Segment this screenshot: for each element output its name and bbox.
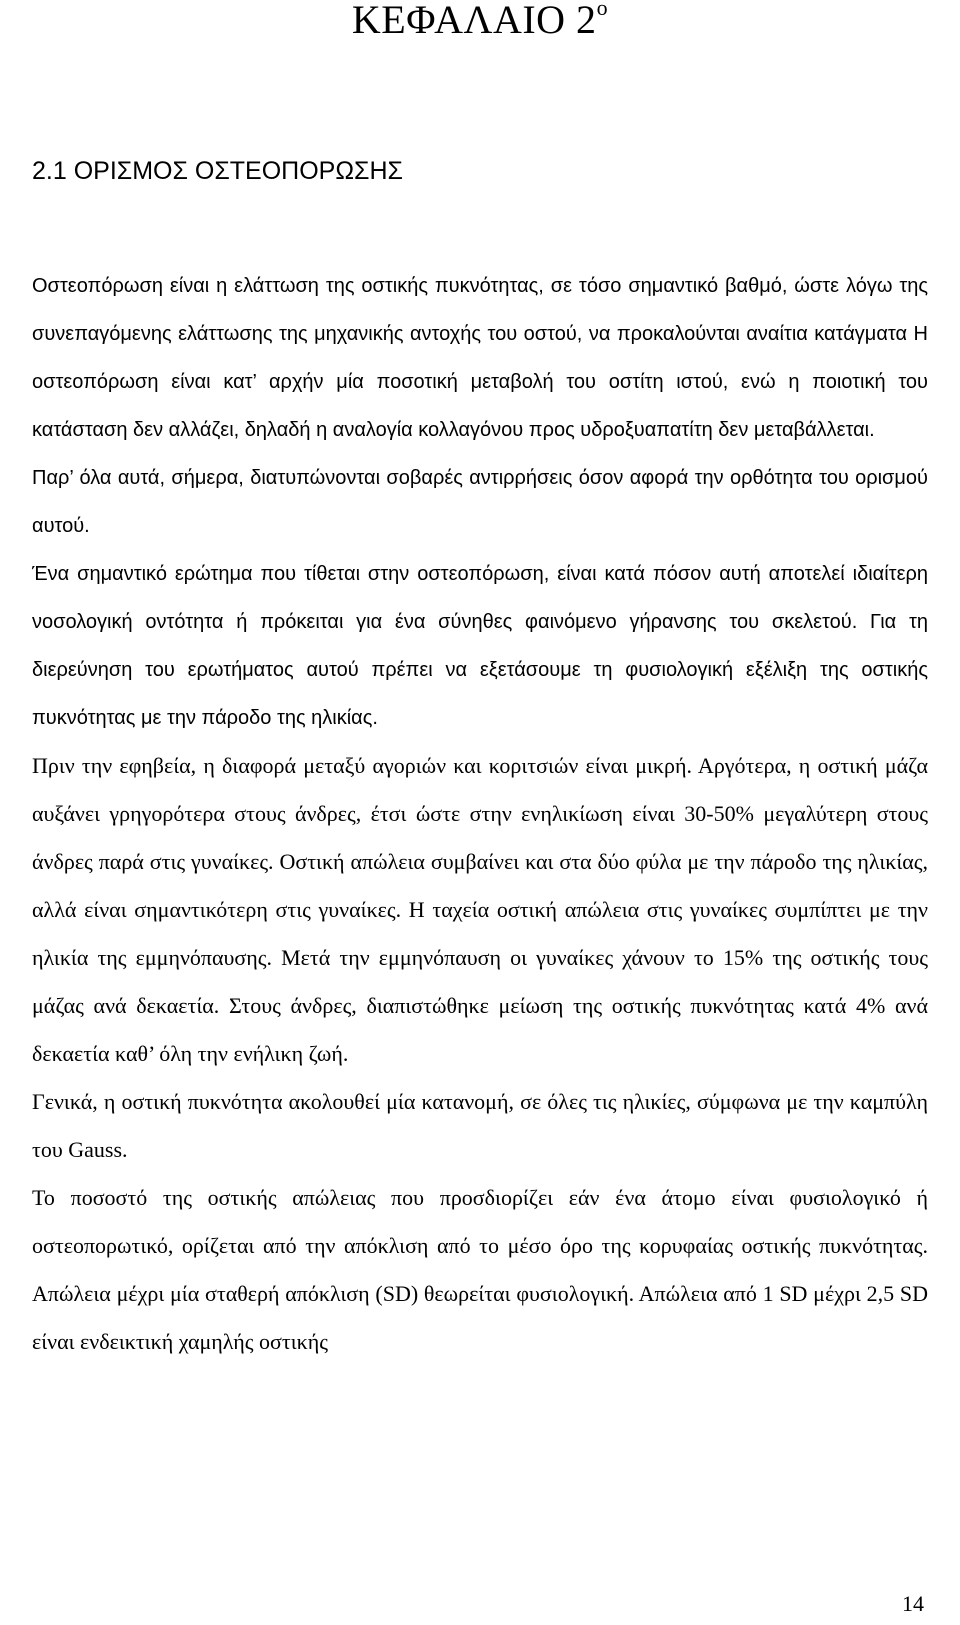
chapter-title-superscript: ο (596, 0, 609, 20)
paragraph-bone-loss: Το ποσοστό της οστικής απώλειας που προσδιορίζει εάν ένα άτομο είναι φυσιολογικό ή οστεοπορωτικό, ορίζεται από την απόκλιση από το μέσο όρο της κορυφαίας οστικής πυκνότητας. Απώλεια μέχρι μία σταθερή απόκλιση (SD) θεωρείται φυσιολογική. Απώλεια από 1 SD μέχρι 2,5 SD είναι ενδεικτική χαμηλής οστικής (32, 1185, 928, 1354)
paragraph-objections: Παρ’ όλα αυτά, σήμερα, διατυπώνονται σοβαρές αντιρρήσεις όσον αφορά την ορθότητα του ορισμού αυτού. (32, 467, 928, 537)
paragraph-definition: Οστεοπόρωση είναι η ελάττωση της οστικής πυκνότητας, σε τόσο σημαντικό βαθμό, ώστε λόγω της συνεπαγόμενης ελάττωσης της μηχανικής αντοχής του οστού, να προκαλούνται αναίτια κατάγματα Η οστεοπόρωση είναι κατ’ αρχήν μία ποσοτική μεταβολή του οστίτη ιστού, ενώ η ποιοτική του κατάσταση δεν αλλάζει, δηλαδή η αναλογία κολλαγόνου προς υδροξυαπατίτη δεν μεταβάλλεται. (32, 275, 928, 441)
page-number: 14 (902, 1591, 924, 1616)
section-heading: 2.1 ΟΡΙΣΜΟΣ ΟΣΤΕΟΠΟΡΩΣΗΣ (32, 157, 404, 185)
body-text (32, 262, 928, 1366)
paragraph-question: Ένα σημαντικό ερώτημα που τίθεται στην οστεοπόρωση, είναι κατά πόσον αυτή αποτελεί ιδιαίτερη νοσολογική οντότητα ή πρόκειται για ένα σύνηθες φαινόμενο γήρανσης του σκελετού. Για τη διερεύνηση του ερωτήματος αυτού πρέπει να εξετάσουμε τη φυσιολογική εξέλιξη της οστικής πυκνότητας με την πάροδο της ηλικίας. (32, 563, 928, 729)
chapter-title-text: ΚΕΦΑΛΑΙΟ 2 (351, 0, 597, 42)
paragraph-distribution: Γενικά, η οστική πυκνότητα ακολουθεί μία κατανομή, σε όλες τις ηλικίες, σύμφωνα με την καμπύλη του Gauss. (32, 1089, 928, 1162)
paragraph-bone-mass: Πριν την εφηβεία, η διαφορά μεταξύ αγοριών και κοριτσιών είναι μικρή. Αργότερα, η οστική μάζα αυξάνει γρηγορότερα στους άνδρες, έτσι ώστε στην ενηλικίωση είναι 30-50% μεγαλύτερη στους άνδρες παρά στις γυναίκες. Οστική απώλεια συμβαίνει και στα δύο φύλα με την πάροδο της ηλικίας, αλλά είναι σημαντικότερη στις γυναίκες. Η ταχεία οστική απώλεια στις γυναίκες συμπίπτει με την ηλικία της εμμηνόπαυσης. Μετά την εμμηνόπαυση οι γυναίκες χάνουν το 15% της οστικής τους μάζας ανά δεκαετία. Στους άνδρες, διαπιστώθηκε μείωση της οστικής πυκνότητας κατά 4% ανά δεκαετία καθ’ όλη την ενήλικη ζωή. (32, 753, 928, 1066)
chapter-title (0, 0, 960, 40)
